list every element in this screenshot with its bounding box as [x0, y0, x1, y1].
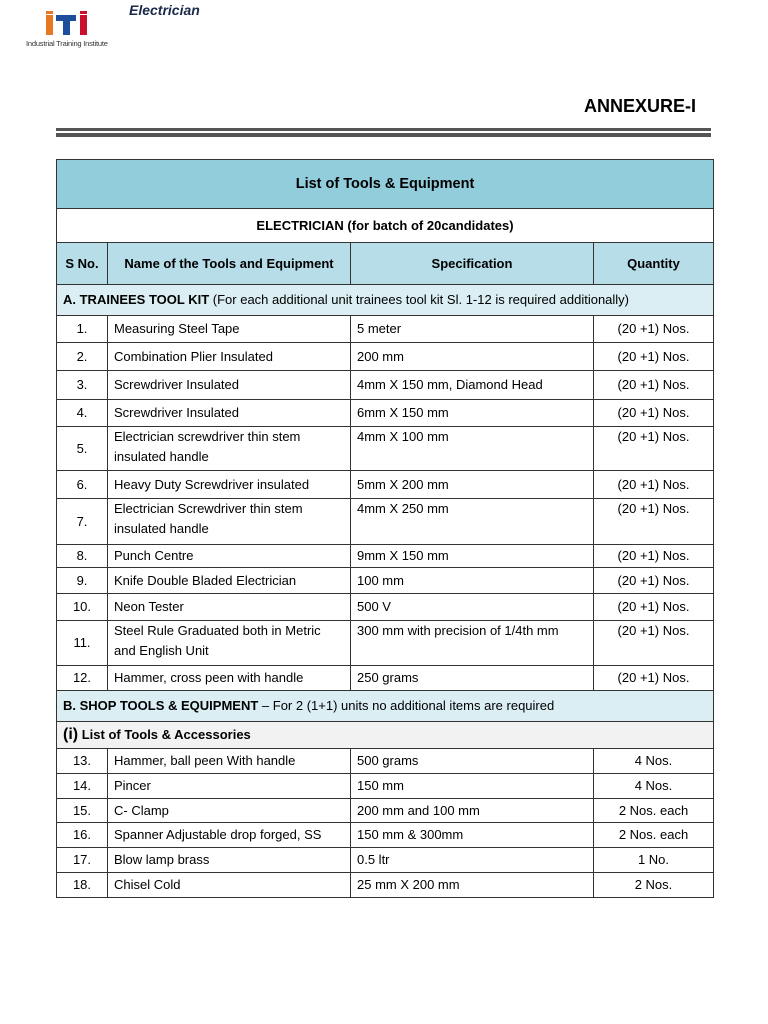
cell-sno: 15.: [57, 799, 108, 823]
subsection-i-label: List of Tools & Accessories: [81, 727, 251, 742]
annexure-label: ANNEXURE-I: [583, 96, 696, 116]
cell-name: Hammer, cross peen with handle: [108, 666, 351, 691]
table-row: [57, 343, 714, 371]
trade-title: Electrician: [129, 2, 200, 18]
cell-name: Hammer, ball peen With handle: [108, 749, 351, 774]
subsection-i-roman: (i): [63, 726, 79, 743]
cell-name: Electrician screwdriver thin stem insulated handle: [108, 427, 351, 471]
table-row: [57, 316, 714, 343]
table-row: [57, 499, 714, 545]
cell-name: C- Clamp: [108, 799, 351, 823]
cell-qty: (20 +1) Nos.: [594, 316, 714, 343]
table-title-row: [57, 160, 714, 209]
cell-sno: 8.: [57, 545, 108, 568]
cell-name: Measuring Steel Tape: [108, 316, 351, 343]
cell-qty: 4 Nos.: [594, 774, 714, 799]
cell-qty: (20 +1) Nos.: [594, 666, 714, 691]
table-row: [57, 400, 714, 427]
cell-qty: (20 +1) Nos.: [594, 568, 714, 594]
table-row: [57, 749, 714, 774]
cell-qty: (20 +1) Nos.: [594, 594, 714, 621]
table-row: [57, 371, 714, 400]
cell-name: Screwdriver Insulated: [108, 371, 351, 400]
cell-sno: 1.: [57, 316, 108, 343]
table-row: [57, 594, 714, 621]
cell-spec: 150 mm: [351, 774, 594, 799]
cell-spec: 4mm X 150 mm, Diamond Head: [351, 371, 594, 400]
cell-qty: 1 No.: [594, 848, 714, 873]
cell-name: Neon Tester: [108, 594, 351, 621]
cell-qty: 2 Nos.: [594, 873, 714, 898]
cell-sno: 13.: [57, 749, 108, 774]
cell-spec: 9mm X 150 mm: [351, 545, 594, 568]
cell-spec: 150 mm & 300mm: [351, 823, 594, 848]
table-subtitle-row: [57, 209, 714, 243]
cell-name: Electrician Screwdriver thin stem insulated handle: [108, 499, 351, 545]
cell-sno: 17.: [57, 848, 108, 873]
section-a-label: A. TRAINEES TOOL KIT: [63, 292, 210, 307]
cell-name: Steel Rule Graduated both in Metric and English Unit: [108, 621, 351, 666]
table-row: [57, 545, 714, 568]
cell-spec: 300 mm with precision of 1/4th mm: [351, 621, 594, 666]
table-row: [57, 873, 714, 898]
cell-sno: 2.: [57, 343, 108, 371]
cell-spec: 200 mm and 100 mm: [351, 799, 594, 823]
cell-qty: (20 +1) Nos.: [594, 427, 714, 471]
cell-qty: (20 +1) Nos.: [594, 471, 714, 499]
cell-name: Combination Plier Insulated: [108, 343, 351, 371]
cell-name: Pincer: [108, 774, 351, 799]
section-b-label: B. SHOP TOOLS & EQUIPMENT: [63, 698, 259, 713]
cell-qty: 4 Nos.: [594, 749, 714, 774]
header-rule: [56, 133, 711, 137]
cell-sno: 14.: [57, 774, 108, 799]
section-a-note: (For each additional unit trainees tool kit Sl. 1-12 is required additionally): [212, 292, 630, 307]
table-subtitle: ELECTRICIAN (for batch of 20candidates): [57, 209, 714, 243]
column-header-name: Name of the Tools and Equipment: [108, 243, 351, 285]
table-row: [57, 774, 714, 799]
table-row: [57, 823, 714, 848]
column-header-qty: Quantity: [594, 243, 714, 285]
cell-sno: 10.: [57, 594, 108, 621]
cell-qty: (20 +1) Nos.: [594, 545, 714, 568]
cell-spec: 4mm X 100 mm: [351, 427, 594, 471]
cell-spec: 5mm X 200 mm: [351, 471, 594, 499]
cell-sno: 4.: [57, 400, 108, 427]
cell-sno: 6.: [57, 471, 108, 499]
section-b-note: – For 2 (1+1) units no additional items are required: [261, 698, 555, 713]
section-b-row: [57, 691, 714, 722]
section-a-heading: [57, 285, 714, 316]
cell-qty: (20 +1) Nos.: [594, 343, 714, 371]
section-b-heading: [57, 691, 714, 722]
table-row: [57, 848, 714, 873]
cell-spec: 500 V: [351, 594, 594, 621]
cell-qty: 2 Nos. each: [594, 823, 714, 848]
table-row: [57, 621, 714, 666]
table-title: List of Tools & Equipment: [57, 160, 714, 209]
cell-qty: (20 +1) Nos.: [594, 371, 714, 400]
cell-sno: 7.: [57, 499, 108, 545]
cell-spec: 500 grams: [351, 749, 594, 774]
iti-logo: [26, 11, 116, 51]
column-header-row: [57, 243, 714, 285]
table-row: [57, 799, 714, 823]
cell-sno: 18.: [57, 873, 108, 898]
cell-spec: 0.5 ltr: [351, 848, 594, 873]
cell-name: Knife Double Bladed Electrician: [108, 568, 351, 594]
cell-qty: (20 +1) Nos.: [594, 400, 714, 427]
cell-sno: 16.: [57, 823, 108, 848]
table-row: [57, 568, 714, 594]
header-rule: [56, 128, 711, 131]
iti-logo-icon: [44, 11, 104, 37]
cell-name: Heavy Duty Screwdriver insulated: [108, 471, 351, 499]
cell-qty: (20 +1) Nos.: [594, 499, 714, 545]
cell-name: Blow lamp brass: [108, 848, 351, 873]
cell-sno: 11.: [57, 621, 108, 666]
cell-name: Punch Centre: [108, 545, 351, 568]
logo-caption: Industrial Training Institute: [26, 39, 108, 48]
cell-spec: 6mm X 150 mm: [351, 400, 594, 427]
cell-qty: (20 +1) Nos.: [594, 621, 714, 666]
cell-sno: 12.: [57, 666, 108, 691]
cell-name: Chisel Cold: [108, 873, 351, 898]
section-a-row: [57, 285, 714, 316]
cell-name: Spanner Adjustable drop forged, SS: [108, 823, 351, 848]
table-row: [57, 666, 714, 691]
table-row: [57, 427, 714, 471]
column-header-sno: S No.: [57, 243, 108, 285]
column-header-spec: Specification: [351, 243, 594, 285]
cell-spec: 200 mm: [351, 343, 594, 371]
cell-name: Screwdriver Insulated: [108, 400, 351, 427]
cell-sno: 9.: [57, 568, 108, 594]
table-row: [57, 471, 714, 499]
cell-spec: 25 mm X 200 mm: [351, 873, 594, 898]
tools-table: [56, 159, 714, 898]
cell-sno: 5.: [57, 427, 108, 471]
subsection-i-heading: [57, 722, 714, 749]
cell-spec: 5 meter: [351, 316, 594, 343]
cell-sno: 3.: [57, 371, 108, 400]
cell-qty: 2 Nos. each: [594, 799, 714, 823]
cell-spec: 100 mm: [351, 568, 594, 594]
subsection-i-row: [57, 722, 714, 749]
cell-spec: 4mm X 250 mm: [351, 499, 594, 545]
cell-spec: 250 grams: [351, 666, 594, 691]
